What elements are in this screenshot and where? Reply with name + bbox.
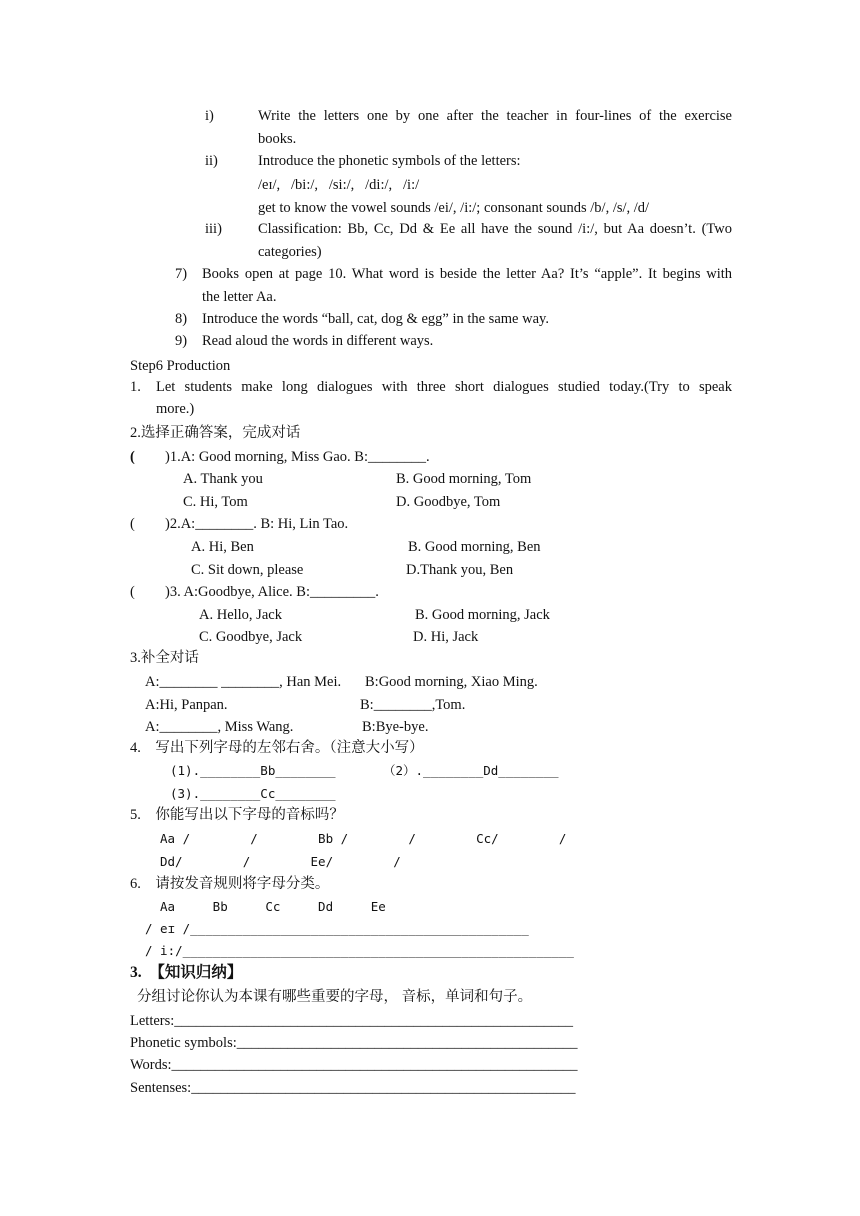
q4-item-2: （2）.________Dd________ [383,763,559,778]
mc1-option-a: A. Thank you [183,471,263,487]
mc3-paren: ( [130,584,135,600]
words-line: Words:________________________________________________________ [130,1057,578,1073]
item-7-marker: 7) [175,266,188,282]
dialogue1-a: A:________ ________, Han Mei. [145,674,342,690]
mc2-paren: ( [130,516,135,532]
summary-heading: 3. 【知识归纳】 [130,964,243,981]
item-iii-marker: iii) [205,221,222,237]
q4-item-3: (3).________Cc________ [170,786,336,801]
q5-row2: Dd/ / Ee/ / [160,854,401,869]
q1-marker: 1. [130,379,141,395]
item-i-marker: i) [205,108,214,124]
item-i-line1: Write the letters one by one after the teacher in four-lines of the exercise [258,108,732,124]
mc1-option-b: B. Good morning, Tom [396,471,532,487]
mc3-question: )3. A:Goodbye, Alice. B:_________. [165,584,379,600]
mc3-option-c: C. Goodbye, Jack [199,629,303,645]
dialogue3-a: A:________, Miss Wang. [145,719,294,735]
production-heading: Step6 Production [130,358,231,374]
q6-heading: 6. 请按发音规则将字母分类。 [130,876,330,892]
mc3-option-a: A. Hello, Jack [199,607,282,623]
mc2-option-c: C. Sit down, please [191,562,304,578]
item-ii-symbols: /eɪ/, /bi:/, /si:/, /di:/, /i:/ [258,177,420,193]
mc2-option-b: B. Good morning, Ben [408,539,541,555]
q4-item-1: (1).________Bb________ [170,763,336,778]
item-ii-text: Introduce the phonetic symbols of the letters: [258,153,521,169]
item-8-marker: 8) [175,311,188,327]
mc2-question: )2.A:________. B: Hi, Lin Tao. [165,516,349,532]
item-9-marker: 9) [175,333,188,349]
mc1-paren: ( [130,449,135,465]
sentences-line: Sentenses:_____________________________________________________ [130,1080,576,1096]
q4-heading: 4. 写出下列字母的左邻右舍。（注意大小写） [130,740,424,756]
item-iii-line1: Classification: Bb, Cc, Dd & Ee all have the sound /i:/, but Aa doesn’t. (Two [258,221,732,237]
mc1-option-d: D. Goodbye, Tom [396,494,501,510]
summary-instruction: 分组讨论你认为本课有哪些重要的字母， 音标，单词和句子。 [137,989,533,1005]
dialogue2-a: A:Hi, Panpan. [145,697,228,713]
phonetic-symbols-line: Phonetic symbols:_______________________________________________ [130,1035,578,1051]
item-ii-note: get to know the vowel sounds /ei/, /i:/; consonant sounds /b/, /s/, /d/ [258,200,650,216]
item-7-line1: Books open at page 10. What word is beside the letter Aa? It’s “apple”. It begins with [202,266,732,282]
item-7-line2: the letter Aa. [202,289,277,305]
dialogue2-b: B:________,Tom. [360,697,466,713]
q6-ei-line: / eɪ /_____________________________________________ [145,921,529,936]
mc1-option-c: C. Hi, Tom [183,494,248,510]
q3-heading: 3.补全对话 [130,650,199,666]
mc3-option-b: B. Good morning, Jack [415,607,550,623]
item-i-line2: books. [258,131,297,147]
q5-row1: Aa / / Bb / / Cc/ / [160,831,567,846]
item-ii-marker: ii) [205,153,218,169]
item-9-text: Read aloud the words in different ways. [202,333,434,349]
q1-line1: Let students make long dialogues with three short dialogues studied today.(Try to speak [156,379,732,395]
mc2-option-a: A. Hi, Ben [191,539,254,555]
item-8-text: Introduce the words “ball, cat, dog & egg” in the same way. [202,311,549,327]
mc3-option-d: D. Hi, Jack [413,629,479,645]
dialogue1-b: B:Good morning, Xiao Ming. [365,674,538,690]
item-iii-line2: categories) [258,244,322,260]
q1-line2: more.) [156,401,195,417]
letters-line: Letters:_______________________________________________________ [130,1013,574,1029]
mc1-question: )1.A: Good morning, Miss Gao. B:________. [165,449,430,465]
mc2-option-d: D.Thank you, Ben [406,562,514,578]
q2-heading: 2.选择正确答案，完成对话 [130,425,301,441]
dialogue3-b: B:Bye-bye. [362,719,429,735]
q5-heading: 5. 你能写出以下字母的音标吗？ [130,807,344,823]
q6-letters: Aa Bb Cc Dd Ee [160,899,386,914]
q6-i-line: / i:/____________________________________________________ [145,943,574,958]
